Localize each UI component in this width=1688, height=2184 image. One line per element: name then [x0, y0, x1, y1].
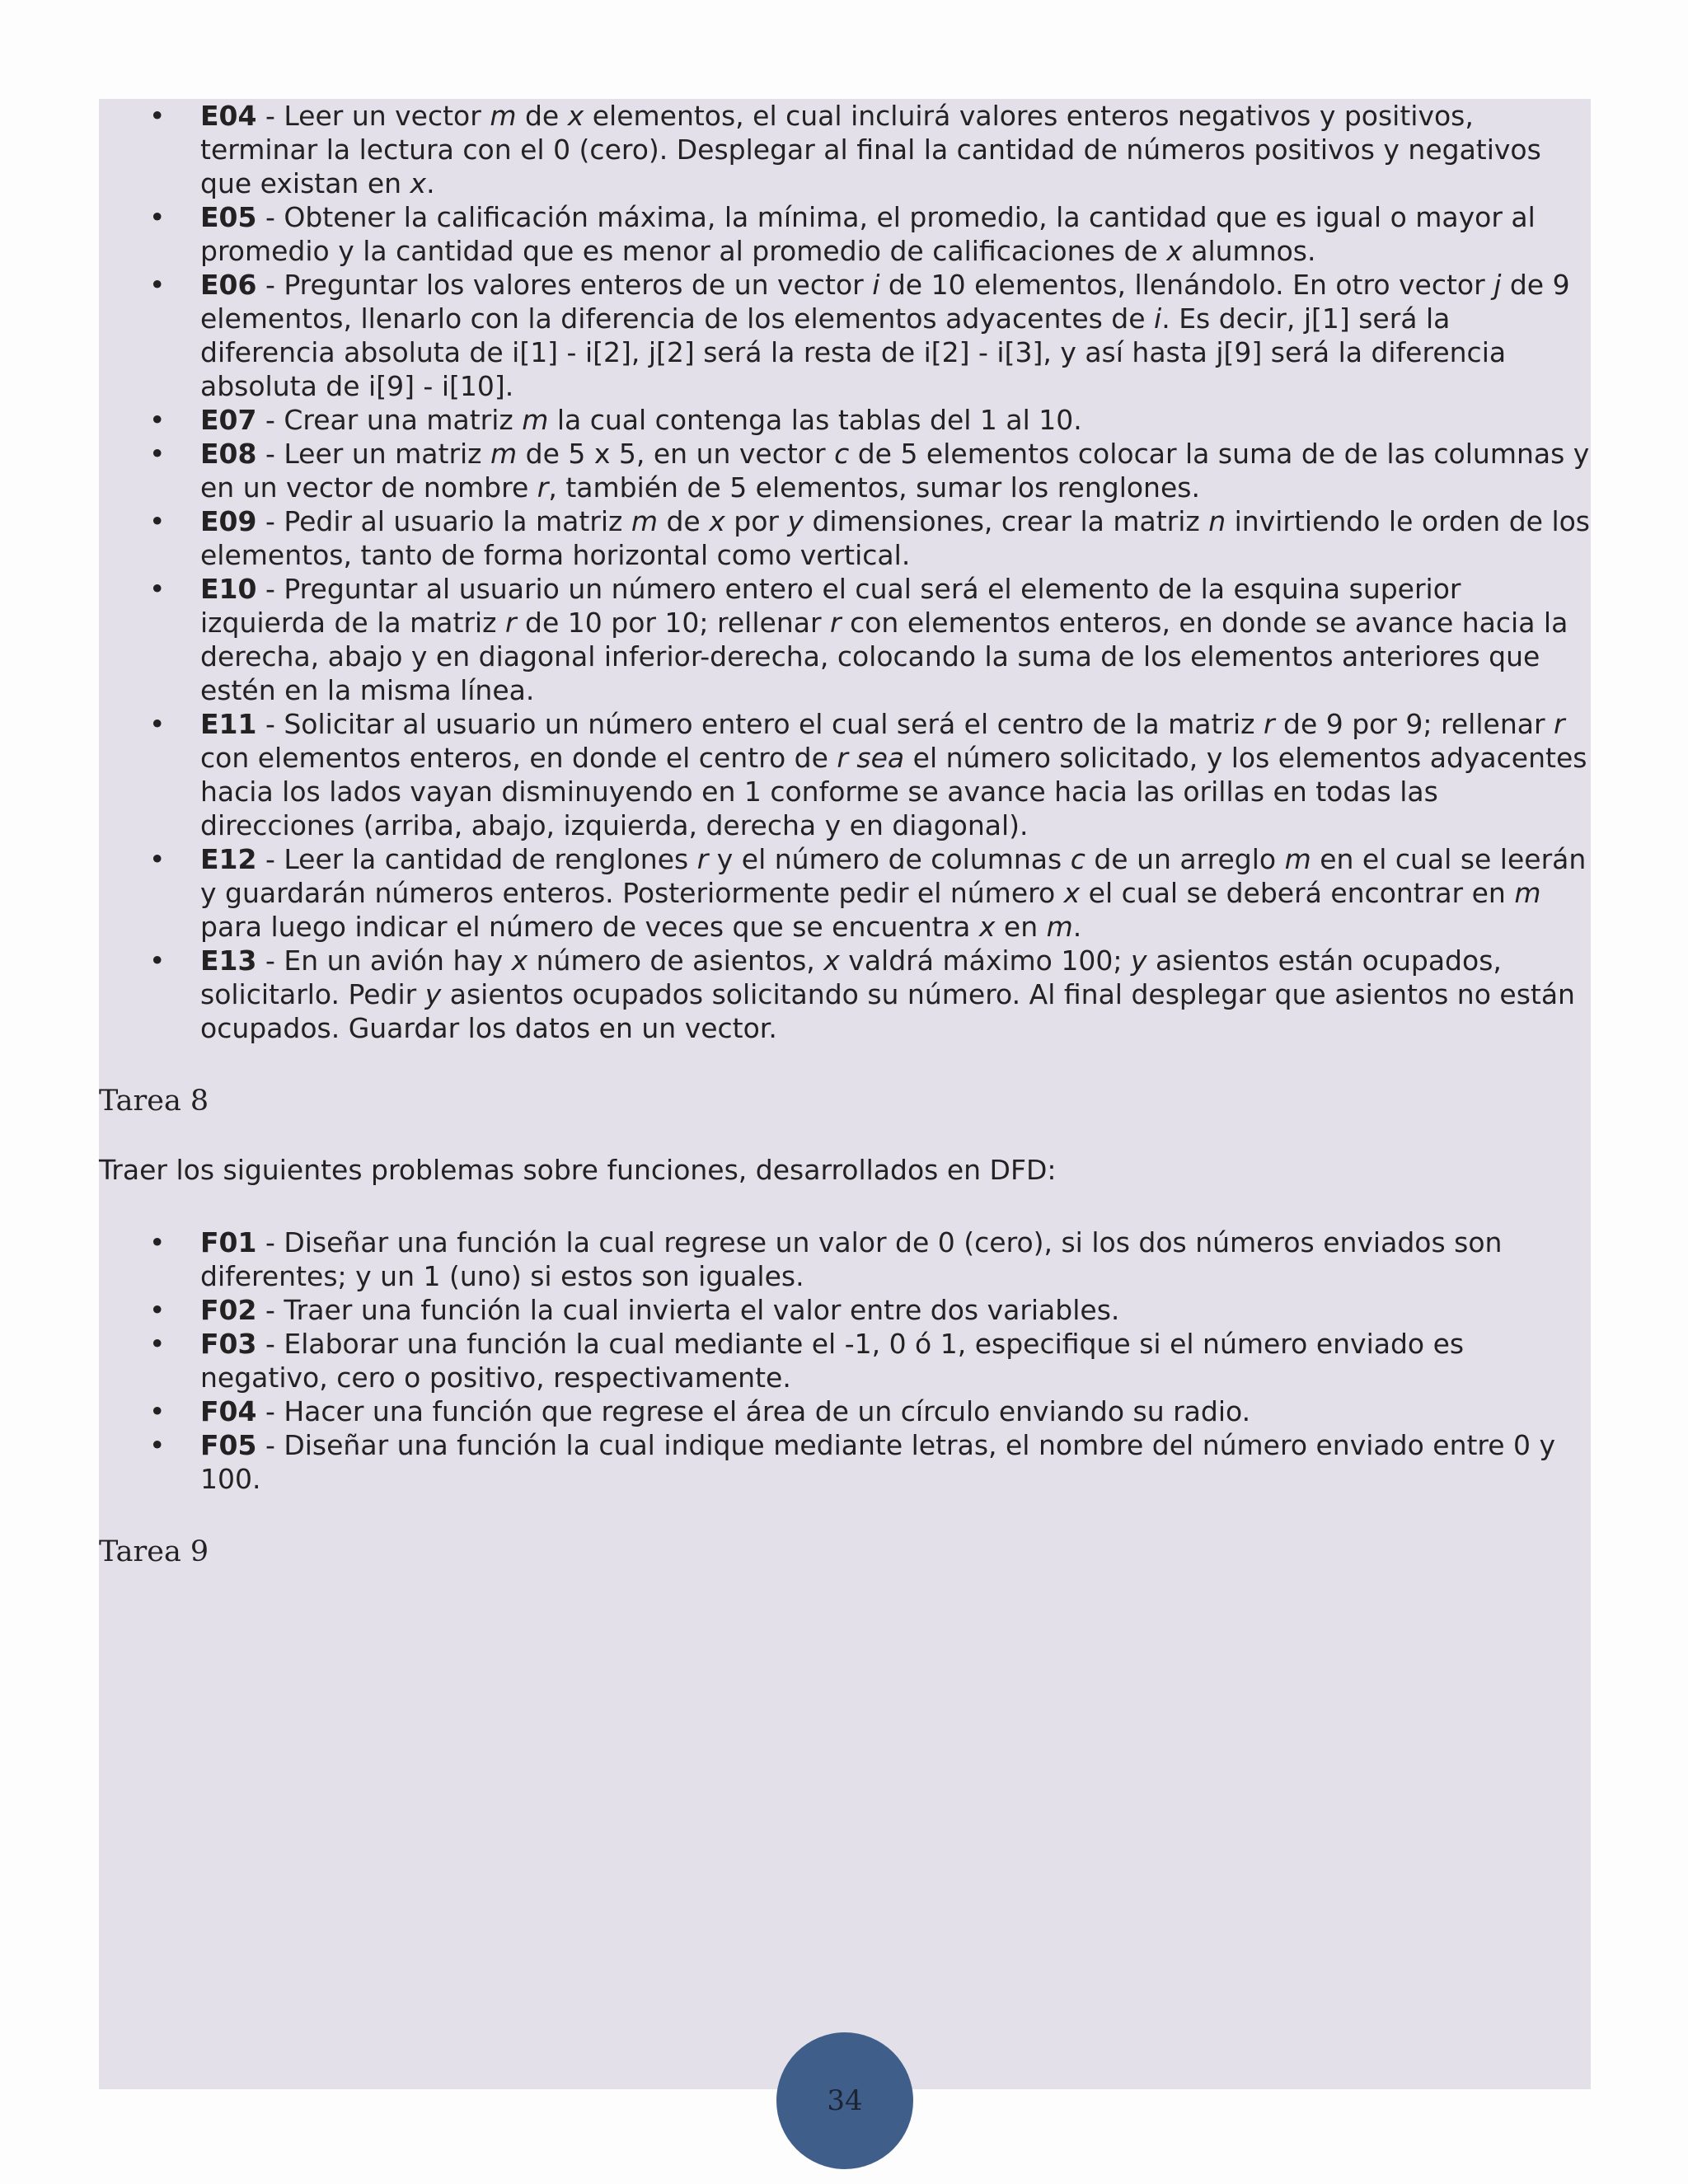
exercise-code: F01: [200, 1226, 257, 1258]
italic-variable: c: [1070, 843, 1085, 875]
exercise-text: con elementos enteros, en donde el centro de: [200, 742, 837, 774]
exercise-text: - Elaborar una función la cual mediante el -1, 0 ó 1, especifique si el número enviado es negativo, cero o positivo, respectivamente.: [200, 1328, 1465, 1394]
list-item-e05: [149, 200, 1591, 268]
list-item-f05: [149, 1428, 1591, 1496]
exercise-text: asientos ocupados solicitando su número. Al final desplegar que asientos no están ocupados. Guardar los datos en un vector.: [200, 978, 1575, 1044]
bullet-icon: •: [149, 1395, 166, 1427]
bullet-icon: •: [149, 505, 166, 537]
exercise-code: E10: [200, 573, 257, 605]
exercise-code: E04: [200, 100, 257, 132]
exercise-text: de 9 elementos, llenarlo con la diferencia de los elementos adyacentes de: [200, 269, 1570, 335]
italic-variable: x: [1166, 235, 1183, 267]
italic-variable: y: [787, 505, 804, 537]
exercise-text: de un arreglo: [1085, 843, 1285, 875]
italic-variable: r: [1554, 708, 1565, 740]
list-item-e11: [149, 707, 1591, 842]
exercise-text: de 10 elementos, llenándolo. En otro vector: [879, 269, 1494, 301]
exercise-text: - Obtener la calificación máxima, la mínima, el promedio, la cantidad que es igual o mayor al promedio y la cantidad que es menor al promedio de calificaciones de: [200, 201, 1536, 267]
exercise-code: F04: [200, 1395, 257, 1427]
list-item-e07: [149, 403, 1591, 437]
italic-variable: c: [834, 438, 850, 470]
list-item-e10: [149, 572, 1591, 707]
exercise-code: E11: [200, 708, 257, 740]
bullet-icon: •: [149, 269, 166, 301]
exercise-text: en el cual se leerán y guardarán números enteros. Posteriormente pedir el número: [200, 843, 1587, 909]
bullet-icon: •: [149, 100, 166, 132]
italic-variable: m: [1046, 911, 1073, 943]
exercise-text: . Es decir, j[1] será la diferencia absoluta de i[1] - i[2], j[2] será la resta de i[2] - i[3], y así hasta j[9] será la diferencia absoluta de i[9] - i[10].: [200, 302, 1507, 402]
exercise-text: número de asientos,: [528, 944, 824, 977]
tarea-8-heading: Tarea 8: [99, 1085, 209, 1118]
page-number: 34: [827, 2084, 863, 2117]
italic-variable: y: [1130, 944, 1147, 977]
exercise-text: elementos, el cual incluirá valores enteros negativos y positivos, terminar la lectura con el 0 (cero). Desplegar al final la cantidad de números positivos y negativos que existan en: [200, 100, 1541, 199]
italic-variable: m: [522, 404, 549, 436]
exercise-text: , también de 5 elementos, sumar los renglones.: [548, 471, 1200, 504]
exercise-text: asientos están ocupados, solicitarlo. Pedir: [200, 944, 1502, 1010]
exercise-text: - Leer la cantidad de renglones: [256, 843, 697, 875]
italic-variable: r: [696, 843, 709, 875]
exercise-text: - Hacer una función que regrese el área de un círculo enviando su radio.: [256, 1395, 1251, 1427]
exercise-list-f: [99, 1226, 1591, 1496]
bullet-icon: •: [149, 201, 166, 233]
exercise-code: E06: [200, 269, 257, 301]
exercise-text: - Preguntar al usuario un número entero el cual será el elemento de la esquina superior izquierda de la matriz: [200, 573, 1461, 639]
exercise-text: por: [724, 505, 788, 537]
italic-variable: x: [709, 505, 725, 537]
exercise-text: - Preguntar los valores enteros de un vector: [256, 269, 873, 301]
italic-variable: i: [872, 269, 880, 301]
exercise-text: dimensiones, crear la matriz: [803, 505, 1209, 537]
exercise-text: - Leer un vector: [256, 100, 490, 132]
italic-variable: x: [410, 167, 427, 199]
italic-variable: x: [823, 944, 840, 977]
list-item-e13: [149, 944, 1591, 1045]
exercise-text: el número solicitado, y los elementos adyacentes hacia los lados vayan disminuyendo en 1 conforme se avance hacia las orillas en todas las direcciones (arriba, abajo, izquierda, derecha y en diagonal).: [200, 742, 1587, 841]
italic-variable: y: [424, 978, 442, 1010]
exercise-text: - Pedir al usuario la matriz: [256, 505, 631, 537]
exercise-text: - Crear una matriz: [256, 404, 523, 436]
list-item-f02: [149, 1293, 1591, 1327]
italic-variable: r: [830, 607, 842, 639]
exercise-text: para luego indicar el número de veces que se encuentra: [200, 911, 979, 943]
exercise-text: de: [516, 100, 568, 132]
list-item-e12: [149, 842, 1591, 944]
italic-variable: j: [1493, 269, 1502, 301]
exercise-text: - Traer una función la cual invierta el valor entre dos variables.: [256, 1294, 1120, 1326]
italic-variable: r: [537, 471, 549, 504]
bullet-icon: •: [149, 1328, 166, 1360]
italic-variable: r: [1263, 708, 1275, 740]
italic-variable: x: [511, 944, 528, 977]
bullet-icon: •: [149, 1429, 166, 1461]
italic-variable: x: [567, 100, 584, 132]
list-item-f03: [149, 1327, 1591, 1394]
exercise-text: con elementos enteros, en donde se avance hacia la derecha, abajo y en diagonal inferior-derecha, colocando la suma de los elementos anteriores que estén en la misma línea.: [200, 607, 1568, 706]
bullet-icon: •: [149, 708, 166, 740]
exercise-text: - Diseñar una función la cual indique mediante letras, el nombre del número enviado entre 0 y 100.: [200, 1429, 1556, 1495]
italic-variable: x: [978, 911, 996, 943]
italic-variable: x: [1063, 877, 1081, 909]
exercise-text: alumnos.: [1182, 235, 1316, 267]
italic-variable: m: [1514, 877, 1541, 909]
bullet-icon: •: [149, 1226, 166, 1258]
page-number-badge: [776, 2032, 913, 2169]
italic-variable: r sea: [837, 742, 905, 774]
exercise-text: de 9 por 9; rellenar: [1274, 708, 1554, 740]
exercise-text: valdrá máximo 100;: [839, 944, 1131, 977]
exercise-text: invirtiendo le orden de los elementos, tanto de forma horizontal como vertical.: [200, 505, 1590, 571]
exercise-text: la cual contenga las tablas del 1 al 10.: [548, 404, 1082, 436]
exercise-text: .: [426, 167, 435, 199]
exercise-list-e: [99, 99, 1591, 1045]
bullet-icon: •: [149, 1294, 166, 1326]
exercise-text: - Leer un matriz: [256, 438, 490, 470]
list-item-e06: [149, 268, 1591, 403]
bullet-icon: •: [149, 573, 166, 605]
exercise-text: - Diseñar una función la cual regrese un valor de 0 (cero), si los dos números enviados son diferentes; y un 1 (uno) si estos son iguales.: [200, 1226, 1503, 1292]
exercise-text: - En un avión hay: [256, 944, 512, 977]
exercise-code: E12: [200, 843, 257, 875]
exercise-text: el cual se deberá encontrar en: [1080, 877, 1515, 909]
italic-variable: r: [504, 607, 517, 639]
exercise-code: F02: [200, 1294, 257, 1326]
exercise-code: E07: [200, 404, 257, 436]
list-item-e09: [149, 504, 1591, 572]
exercise-text: .: [1072, 911, 1082, 943]
exercise-code: E13: [200, 944, 257, 977]
exercise-text: en: [995, 911, 1047, 943]
exercise-code: E09: [200, 505, 257, 537]
bullet-icon: •: [149, 404, 166, 436]
tarea-8-intro: Traer los siguientes problemas sobre funciones, desarrollados en DFD:: [99, 1154, 1057, 1186]
exercise-code: E08: [200, 438, 257, 470]
list-item-e04: [149, 99, 1591, 200]
exercise-text: de 5 elementos colocar la suma de de las columnas y en un vector de nombre: [200, 438, 1590, 504]
page-content: [99, 99, 1591, 1569]
tarea-9-heading: Tarea 9: [99, 1535, 209, 1568]
bullet-icon: •: [149, 438, 166, 470]
bullet-icon: •: [149, 944, 166, 977]
exercise-text: de 5 x 5, en un vector: [517, 438, 835, 470]
list-item-f04: [149, 1394, 1591, 1428]
italic-variable: m: [1284, 843, 1311, 875]
italic-variable: i: [1154, 302, 1162, 335]
exercise-code: F03: [200, 1328, 257, 1360]
exercise-code: E05: [200, 201, 257, 233]
italic-variable: m: [490, 100, 517, 132]
exercise-text: y el número de columnas: [708, 843, 1071, 875]
italic-variable: m: [490, 438, 518, 470]
exercise-text: de: [658, 505, 710, 537]
exercise-text: - Solicitar al usuario un número entero el cual será el centro de la matriz: [256, 708, 1264, 740]
exercise-text: de 10 por 10; rellenar: [516, 607, 831, 639]
bullet-icon: •: [149, 843, 166, 875]
list-item-f01: [149, 1226, 1591, 1293]
exercise-code: F05: [200, 1429, 257, 1461]
italic-variable: m: [631, 505, 658, 537]
italic-variable: n: [1208, 505, 1226, 537]
list-item-e08: [149, 437, 1591, 504]
